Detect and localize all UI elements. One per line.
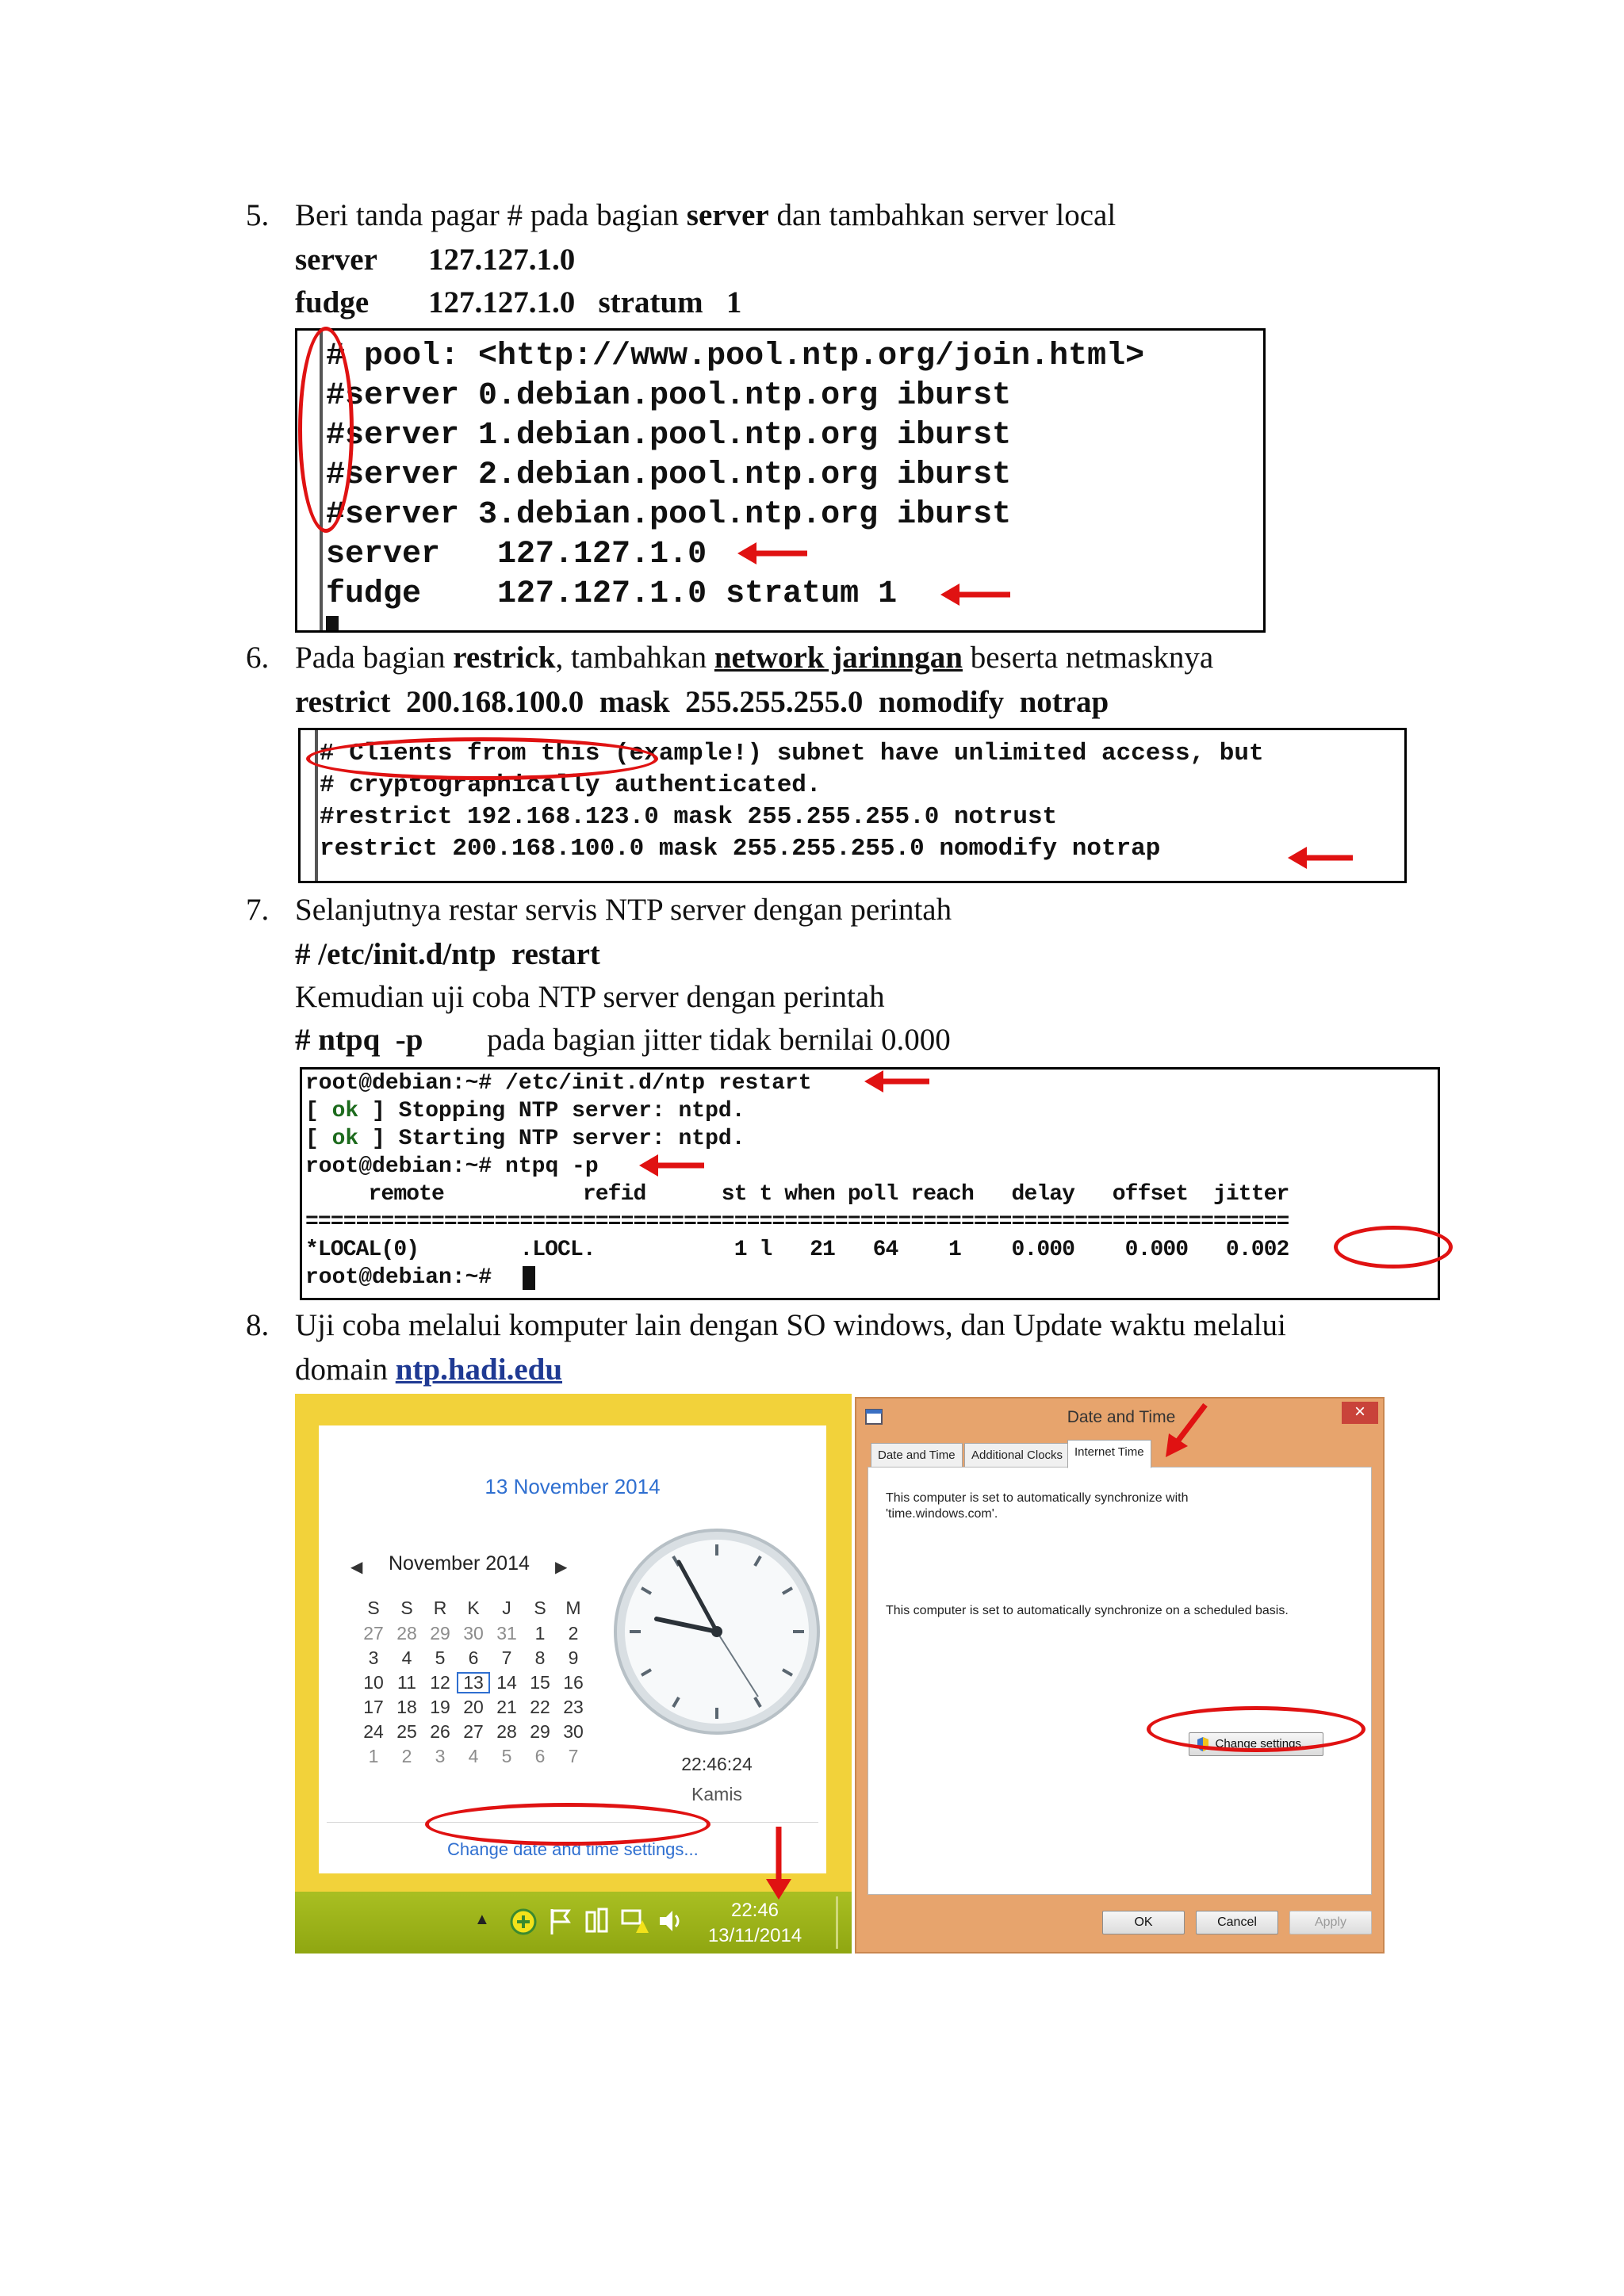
calendar-day[interactable]: 3 [368,1647,379,1668]
annotation-ellipse [1147,1706,1365,1752]
ntp-conf-server-screenshot [295,328,1266,633]
calendar-day[interactable]: 2 [401,1746,412,1766]
annotation-ellipse [1334,1226,1453,1269]
step5-config-server: server [295,243,377,277]
calendar-day[interactable]: 30 [463,1623,484,1644]
step6-config-restrict: restrict 200.168.100.0 mask 255.255.255.0 nomodify notrap [295,685,1109,719]
calendar-day[interactable]: 1 [368,1746,379,1766]
weekday-label: J [502,1598,511,1618]
terminal-line: remote refid st t when poll reach delay offset jitter [305,1182,1289,1207]
change-settings-label: Change settings... [1215,1737,1312,1751]
change-date-time-settings-link[interactable]: Change date and time settings... [447,1839,699,1859]
calendar-next-month-button[interactable]: ▶ [555,1559,568,1576]
terminal-line: # pool: <http://www.pool.ntp.org/join.html> [326,339,1145,374]
calendar-day[interactable]: 26 [430,1721,450,1742]
calendar-day-today[interactable]: 13 [457,1672,490,1693]
sync-server-text: 'time.windows.com'. [886,1507,998,1521]
step6-instruction: Pada bagian restrick, tambahkan network jarinngan beserta netmasknya [295,641,1214,675]
calendar-day[interactable]: 6 [468,1647,479,1668]
step5-config-fudge-value: 127.127.1.0 stratum 1 [428,285,742,320]
internet-time-panel [868,1467,1372,1895]
calendar-day[interactable]: 27 [463,1721,484,1742]
annotation-ellipse [425,1803,710,1846]
calendar-day[interactable]: 20 [463,1697,484,1717]
flag-icon[interactable] [547,1906,574,1936]
calendar-day[interactable]: 15 [530,1672,550,1693]
terminal-line: root@debian:~# /etc/init.d/ntp restart [305,1071,812,1096]
calendar-day[interactable]: 11 [397,1672,416,1693]
calendar-day[interactable]: 5 [435,1647,446,1668]
weekday-label: R [433,1598,447,1618]
calendar-day[interactable]: 12 [430,1672,450,1693]
annotation-arrow [864,1067,931,1096]
weekday-label: M [565,1598,581,1618]
step7-command-ntpq: # ntpq -p [295,1023,423,1057]
weekday-label: S [534,1598,546,1618]
date-and-time-dialog [855,1397,1385,1954]
terminal-line: restrict 200.168.100.0 mask 255.255.255.0 nomodify notrap [320,835,1161,863]
annotation-arrow [1161,1400,1212,1460]
step8-instruction: Uji coba melalui komputer lain dengan SO windows, dan Update waktu melalui [295,1308,1286,1342]
calendar-day[interactable]: 21 [496,1697,517,1717]
terminal-line: ============================================================================== [305,1210,1289,1234]
step5-config-server-ip: 127.127.1.0 [428,243,576,277]
calendar-day[interactable]: 25 [396,1721,417,1742]
calendar-day[interactable]: 4 [468,1746,479,1766]
speaker-icon[interactable] [657,1908,684,1934]
calendar-prev-month-button[interactable]: ◀ [350,1559,363,1576]
ok-status: ok [331,1127,359,1151]
cancel-button[interactable]: Cancel [1196,1911,1278,1934]
terminal-line: root@debian:~# [305,1265,506,1290]
dialog-title: Date and Time [1067,1408,1176,1426]
step-number: 6. [246,641,270,675]
dialog-close-button[interactable]: × [1342,1402,1378,1424]
calendar-day[interactable]: 10 [363,1672,384,1693]
terminal-cursor [523,1266,535,1290]
annotation-arrow [940,580,1012,609]
tab-date-and-time[interactable]: Date and Time [871,1443,963,1468]
ntp-domain-link[interactable]: ntp.hadi.edu [395,1353,563,1387]
terminal-line: #restrict 192.168.123.0 mask 255.255.255.0 notrust [320,803,1058,831]
calendar-day[interactable]: 28 [396,1623,417,1644]
annotation-arrow [1288,844,1354,872]
step-number: 7. [246,893,270,927]
terminal-line: # cryptographically authenticated. [320,771,822,799]
tray-clock-time[interactable]: 22:46 [730,1900,779,1921]
calendar-day[interactable]: 7 [501,1647,512,1668]
calendar-day[interactable]: 6 [534,1746,546,1766]
terminal-line: [ ok ] Stopping NTP server: ntpd. [305,1099,745,1123]
network-icon[interactable] [584,1906,611,1936]
terminal-cursor [326,616,339,633]
tray-clock-date[interactable]: 13/11/2014 [707,1925,802,1946]
calendar-day[interactable]: 23 [563,1697,584,1717]
calendar-day[interactable]: 5 [501,1746,512,1766]
calendar-day[interactable]: 22 [530,1697,550,1717]
terminal-line: fudge 127.127.1.0 stratum 1 [326,576,898,612]
calendar-day[interactable]: 19 [430,1697,450,1717]
weekday-label: S [367,1598,380,1618]
calendar-month-label[interactable]: November 2014 [389,1552,530,1575]
ok-button[interactable]: OK [1102,1911,1185,1934]
calendar-day[interactable]: 8 [534,1647,546,1668]
plus-circle-icon[interactable] [509,1908,538,1936]
terminal-line: [ ok ] Starting NTP server: ntpd. [305,1127,745,1151]
step7-instruction-test: Kemudian uji coba NTP server dengan perintah [295,980,885,1014]
ok-status: ok [331,1099,359,1123]
ntp-restart-terminal-screenshot [300,1067,1440,1300]
annotation-arrow [763,1827,795,1901]
calendar-day[interactable]: 31 [496,1623,517,1644]
calendar-day[interactable]: 4 [401,1647,412,1668]
weekday-label: S [400,1598,413,1618]
clock-day-label: Kamis [691,1784,742,1804]
calendar-day[interactable]: 2 [568,1623,579,1644]
terminal-line: root@debian:~# ntpq -p [305,1154,599,1179]
terminal-line: #server 3.debian.pool.ntp.org iburst [326,497,1012,533]
annotation-ellipse [306,737,658,780]
calendar-day[interactable]: 9 [568,1647,579,1668]
step8-instruction-domain: domain ntp.hadi.edu [295,1353,563,1387]
analog-clock-icon [611,1525,823,1738]
step5-config-fudge: fudge [295,285,370,320]
clock-time-label: 22:46:24 [681,1754,753,1774]
step7-instruction: Selanjutnya restar servis NTP server dengan perintah [295,893,952,927]
calendar-day[interactable]: 29 [530,1721,550,1742]
terminal-line: server 127.127.1.0 [326,537,707,572]
sync-info-text: This computer is set to automatically synchronize with [886,1491,1189,1505]
calendar-day[interactable]: 18 [396,1697,417,1717]
annotation-arrow [737,539,809,568]
calendar-day[interactable]: 17 [363,1697,384,1717]
step5-instruction: Beri tanda pagar # pada bagian server dan tambahkan server local [295,198,1116,232]
show-hidden-icons-button[interactable]: ▲ [474,1911,490,1928]
terminal-line: *LOCAL(0) .LOCL. 1 l 21 64 1 0.000 0.000 0.002 [305,1238,1289,1262]
calendar-day[interactable]: 7 [568,1746,579,1766]
terminal-line: #server 2.debian.pool.ntp.org iburst [326,457,1012,493]
annotation-arrow [639,1151,706,1180]
calendar-day[interactable]: 24 [363,1721,384,1742]
calendar-day[interactable]: 1 [534,1623,546,1644]
annotation-ellipse [298,327,354,533]
calendar-day[interactable]: 29 [430,1623,450,1644]
apply-button[interactable]: Apply [1289,1911,1372,1934]
calendar-day[interactable]: 30 [563,1721,584,1742]
step7-jitter-note: pada bagian jitter tidak bernilai 0.000 [487,1023,951,1057]
terminal-line: #server 0.debian.pool.ntp.org iburst [326,378,1012,414]
sync-schedule-text: This computer is set to automatically synchronize on a scheduled basis. [886,1604,1289,1617]
weekday-label: K [467,1598,480,1618]
step-number: 8. [246,1308,270,1342]
calendar-day[interactable]: 3 [435,1746,446,1766]
calendar-day[interactable]: 14 [496,1672,517,1693]
step7-command-restart: # /etc/init.d/ntp restart [295,937,600,971]
calendar-day[interactable]: 27 [363,1623,384,1644]
terminal-line: #server 1.debian.pool.ntp.org iburst [326,418,1012,453]
tab-internet-time[interactable]: Internet Time [1067,1440,1151,1468]
step-number: 5. [246,198,270,232]
calendar-day[interactable]: 28 [496,1721,517,1742]
show-desktop-button[interactable] [836,1896,838,1949]
network-warning-icon[interactable] [620,1906,649,1936]
calendar-day[interactable]: 16 [563,1672,584,1693]
calendar-date-title[interactable]: 13 November 2014 [485,1475,661,1498]
tab-additional-clocks[interactable]: Additional Clocks [964,1443,1070,1468]
terminal-line: # Clients from this (example!) subnet have unlimited access, but [320,740,1264,767]
